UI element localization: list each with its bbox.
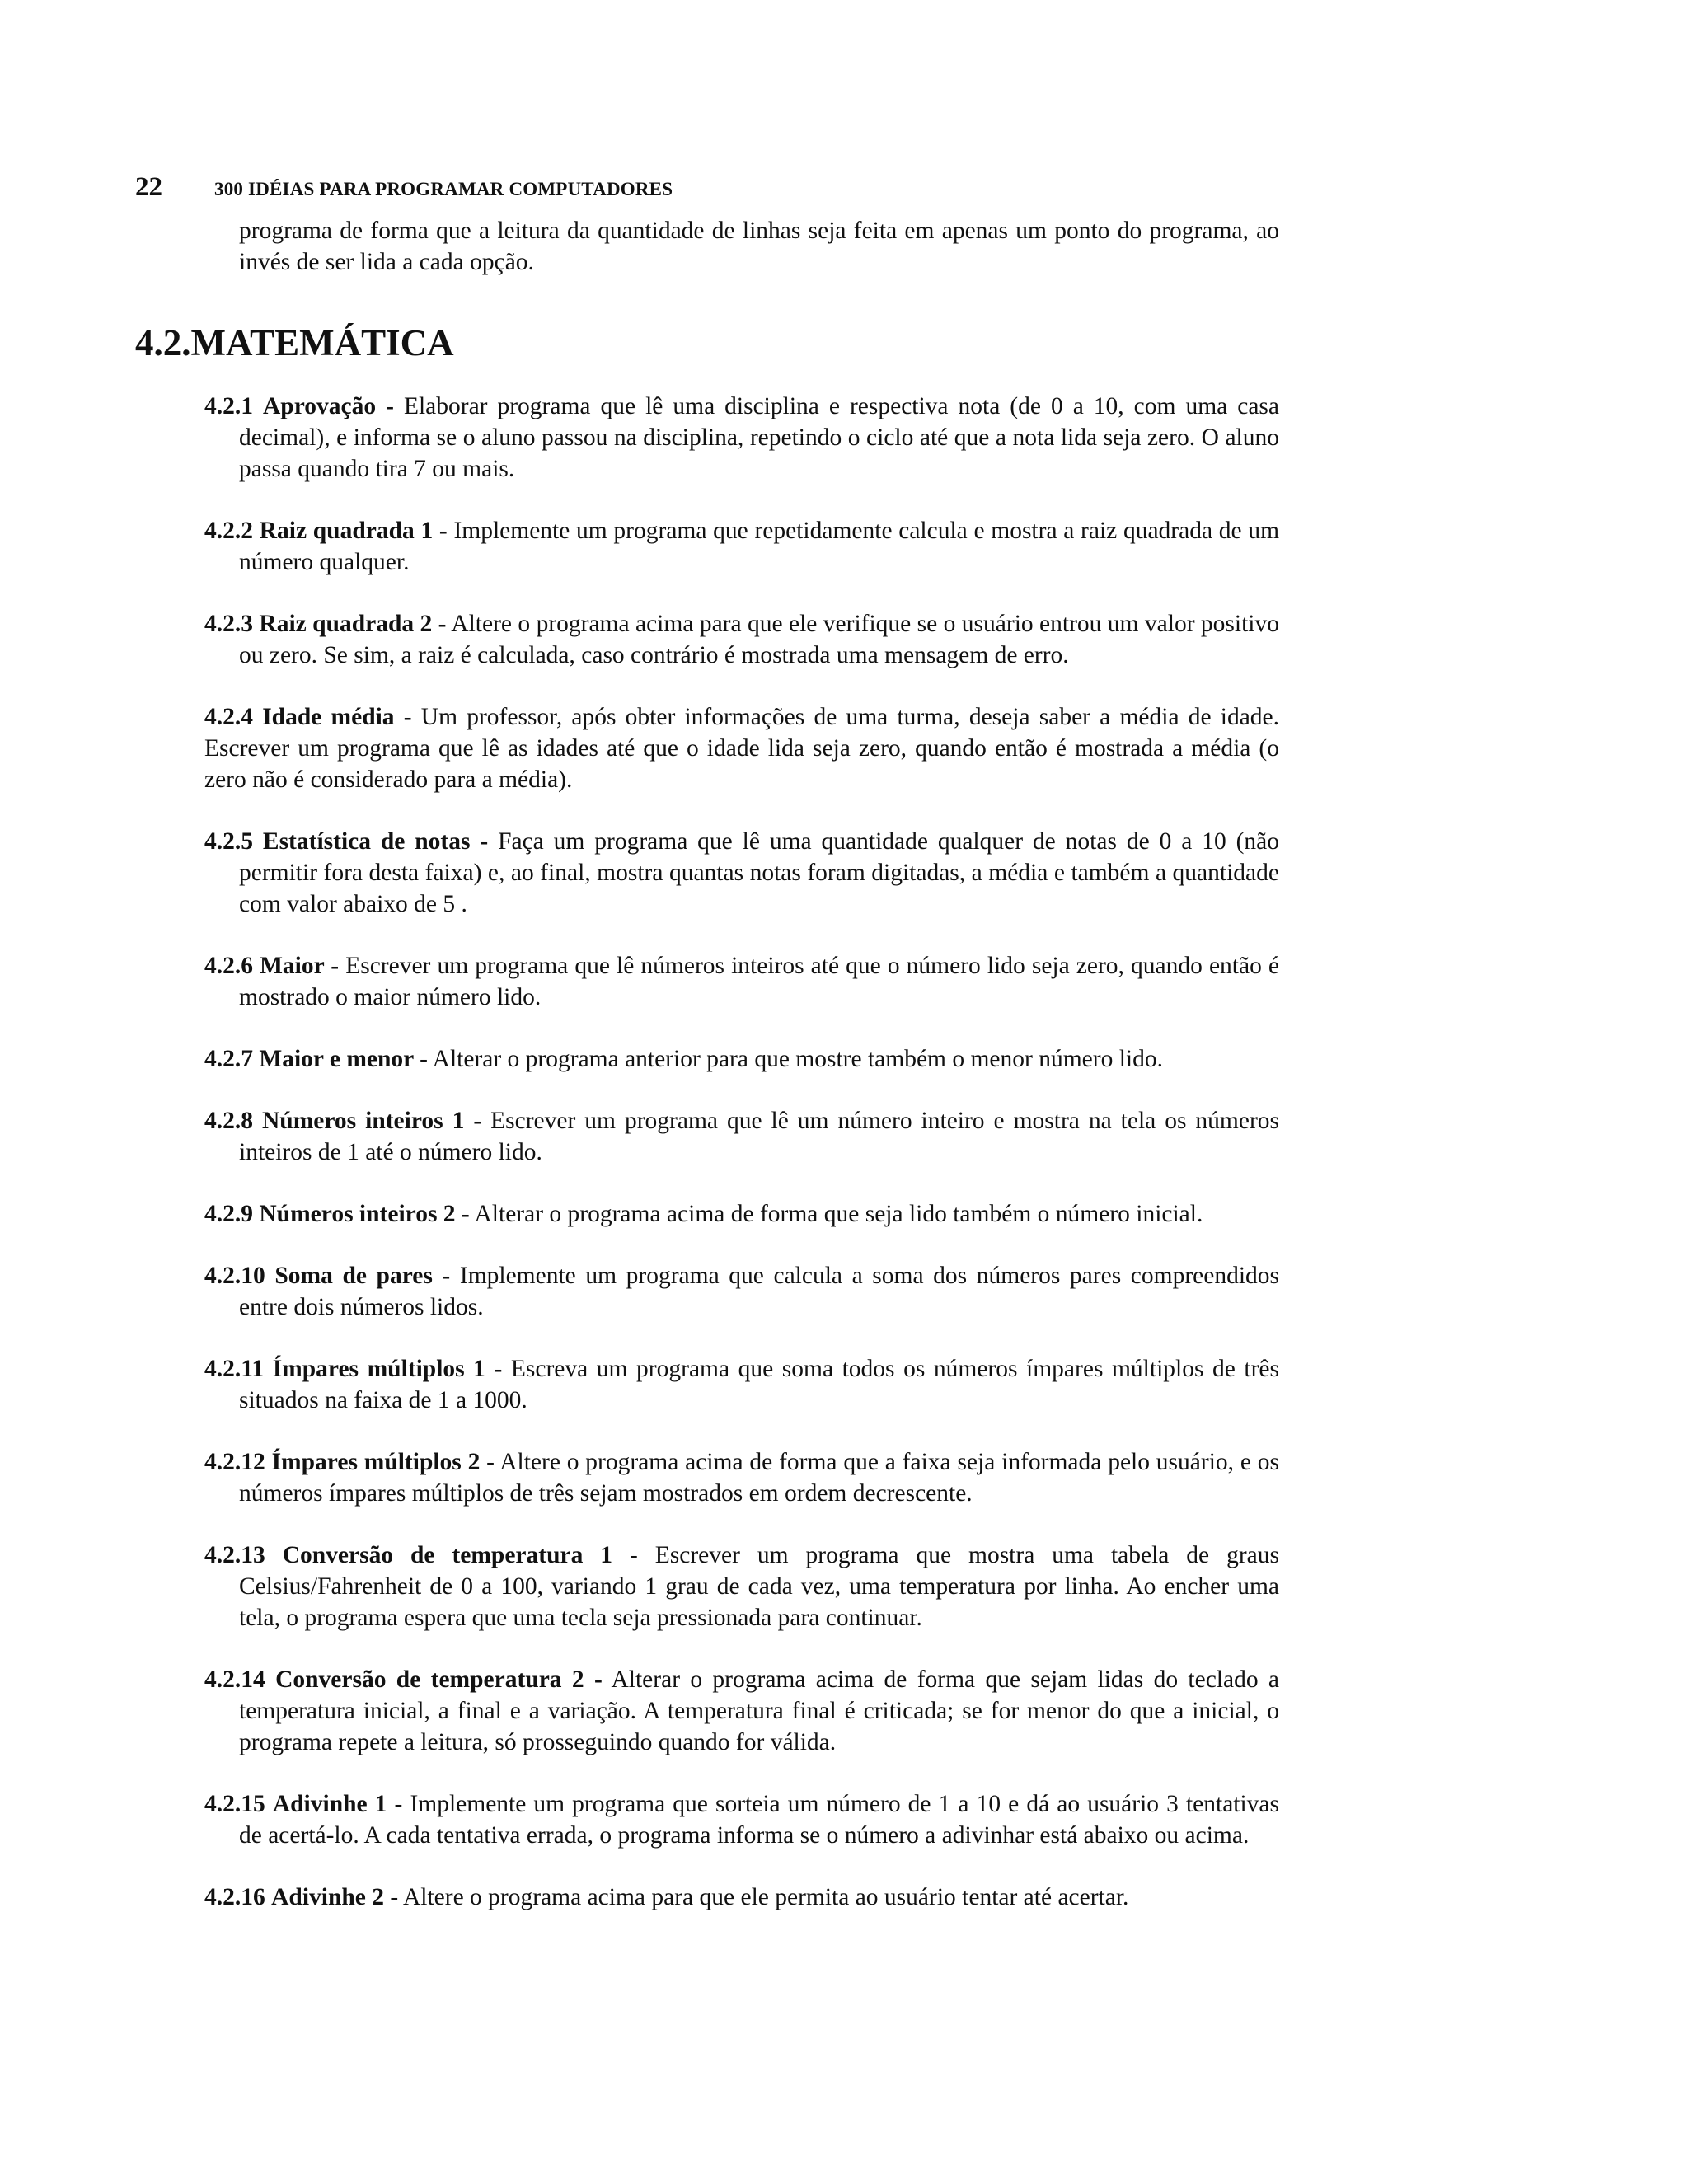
exercise-text: Escrever um programa que lê números inteiros até que o número lido seja zero, quando então é mostrado o maior número lido. bbox=[239, 953, 1280, 1010]
exercise-number: 4.2.8 bbox=[204, 1108, 253, 1134]
exercise-title: Conversão de temperatura 2 - bbox=[275, 1666, 603, 1693]
exercise-title: Adivinhe 2 - bbox=[271, 1884, 399, 1910]
exercise-number: 4.2.2 bbox=[204, 518, 253, 544]
exercise-title: Números inteiros 2 - bbox=[259, 1201, 470, 1227]
exercise-text: Implemente um programa que repetidamente calcula e mostra a raiz quadrada de um número qualquer. bbox=[239, 518, 1280, 575]
exercise-number: 4.2.4 bbox=[204, 704, 253, 730]
exercise-number: 4.2.12 bbox=[204, 1449, 265, 1475]
exercise-text: Implemente um programa que sorteia um número de 1 a 10 e dá ao usuário 3 tentativas de acertá-lo. A cada tentativa errada, o programa informa se o número a adivinhar está abaixo ou acima. bbox=[239, 1791, 1280, 1849]
exercise-title: Soma de pares - bbox=[274, 1263, 451, 1289]
exercise-title: Maior e menor - bbox=[259, 1046, 428, 1072]
exercise-item bbox=[204, 950, 1279, 1013]
exercise-text: Elaborar programa que lê uma disciplina e respectiva nota (de 0 a 10, com uma casa decimal), e informa se o aluno passou na disciplina, repetindo o ciclo até que a nota lida seja zero. O aluno passa quando tira 7 ou mais. bbox=[239, 393, 1279, 482]
running-header bbox=[135, 171, 673, 209]
exercise-title: Ímpares múltiplos 2 - bbox=[271, 1449, 495, 1475]
exercise-title: Raiz quadrada 2 - bbox=[259, 611, 447, 637]
exercise-title: Adivinhe 1 - bbox=[272, 1791, 403, 1817]
exercise-text: Alterar o programa anterior para que mostre também o menor número lido. bbox=[432, 1046, 1163, 1072]
exercise-number: 4.2.7 bbox=[204, 1046, 253, 1072]
exercise-text: Escreva um programa que soma todos os números ímpares múltiplos de três situados na faixa de 1 a 1000. bbox=[239, 1356, 1279, 1413]
exercise-text: Altere o programa acima para que ele verifique se o usuário entrou um valor positivo ou zero. Se sim, a raiz é calculada, caso contrário é mostrada uma mensagem de erro. bbox=[239, 611, 1279, 668]
exercise-item bbox=[204, 1043, 1279, 1075]
exercise-number: 4.2.6 bbox=[204, 953, 253, 979]
exercise-item bbox=[204, 701, 1279, 795]
exercise-item bbox=[204, 1105, 1279, 1168]
exercise-item bbox=[204, 1664, 1279, 1758]
exercise-item bbox=[204, 1353, 1279, 1416]
exercise-list bbox=[204, 391, 1279, 1943]
exercise-item bbox=[204, 1788, 1279, 1851]
exercise-text: Escrever um programa que mostra uma tabela de graus Celsius/Fahrenheit de 0 a 100, variando 1 grau de cada vez, uma temperatura por linha. Ao encher uma tela, o programa espera que uma tecla seja pressionada para continuar. bbox=[239, 1542, 1279, 1631]
section-heading: 4.2.MATEMÁTICA bbox=[135, 322, 454, 363]
exercise-item bbox=[204, 1882, 1279, 1913]
exercise-number: 4.2.14 bbox=[204, 1666, 265, 1693]
intro-paragraph: programa de forma que a leitura da quantidade de linhas seja feita em apenas um ponto do programa, ao invés de ser lida a cada opção. bbox=[239, 218, 1279, 275]
exercise-item bbox=[204, 826, 1279, 920]
exercise-text: Alterar o programa acima de forma que seja lido também o número inicial. bbox=[474, 1201, 1203, 1227]
exercise-item bbox=[204, 1446, 1279, 1509]
exercise-title: Números inteiros 1 - bbox=[261, 1108, 482, 1134]
exercise-text: Escrever um programa que lê um número inteiro e mostra na tela os números inteiros de 1 até o número lido. bbox=[239, 1108, 1280, 1165]
exercise-number: 4.2.5 bbox=[204, 828, 253, 855]
exercise-item bbox=[204, 515, 1279, 578]
exercise-title: Aprovação - bbox=[263, 393, 394, 419]
exercise-title: Idade média - bbox=[262, 704, 412, 730]
exercise-text: Altere o programa acima de forma que a faixa seja informada pelo usuário, e os números ímpares múltiplos de três sejam mostrados em ordem decrescente. bbox=[239, 1449, 1279, 1507]
exercise-text: Alterar o programa acima de forma que sejam lidas do teclado a temperatura inicial, a final e a variação. A temperatura final é criticada; se for menor do que a inicial, o programa repete a leitura, só prosseguindo quando for válida. bbox=[239, 1666, 1280, 1755]
exercise-number: 4.2.15 bbox=[204, 1791, 265, 1817]
exercise-text: Implemente um programa que calcula a soma dos números pares compreendidos entre dois números lidos. bbox=[239, 1263, 1280, 1320]
exercise-title: Raiz quadrada 1 - bbox=[259, 518, 448, 544]
exercise-title: Conversão de temperatura 1 - bbox=[282, 1542, 638, 1568]
exercise-item bbox=[204, 608, 1279, 671]
exercise-title: Ímpares múltiplos 1 - bbox=[272, 1356, 503, 1382]
book-title: 300 IDÉIAS PARA PROGRAMAR COMPUTADORES bbox=[214, 179, 673, 199]
exercise-number: 4.2.13 bbox=[204, 1542, 265, 1568]
exercise-item bbox=[204, 1540, 1279, 1633]
exercise-text: Um professor, após obter informações de uma turma, deseja saber a média de idade. Escrever um programa que lê as idades até que o idade lida seja zero, quando então é mostrada a média (o zero não é considerado para a média). bbox=[204, 704, 1280, 793]
exercise-item bbox=[204, 1260, 1279, 1323]
exercise-title: Estatística de notas - bbox=[262, 828, 489, 855]
page-number: 22 bbox=[135, 172, 162, 202]
exercise-number: 4.2.3 bbox=[204, 611, 253, 637]
exercise-number: 4.2.10 bbox=[204, 1263, 265, 1289]
exercise-number: 4.2.11 bbox=[204, 1356, 265, 1382]
exercise-number: 4.2.9 bbox=[204, 1201, 253, 1227]
exercise-title: Maior - bbox=[260, 953, 340, 979]
exercise-text: Faça um programa que lê uma quantidade qualquer de notas de 0 a 10 (não permitir fora desta faixa) e, ao final, mostra quantas notas foram digitadas, a média e também a quantidade com valor abaixo de 5 . bbox=[239, 828, 1279, 917]
exercise-number: 4.2.1 bbox=[204, 393, 253, 419]
exercise-item bbox=[204, 1198, 1279, 1230]
exercise-number: 4.2.16 bbox=[204, 1884, 265, 1910]
exercise-text: Altere o programa acima para que ele permita ao usuário tentar até acertar. bbox=[402, 1884, 1129, 1910]
exercise-item bbox=[204, 391, 1279, 485]
